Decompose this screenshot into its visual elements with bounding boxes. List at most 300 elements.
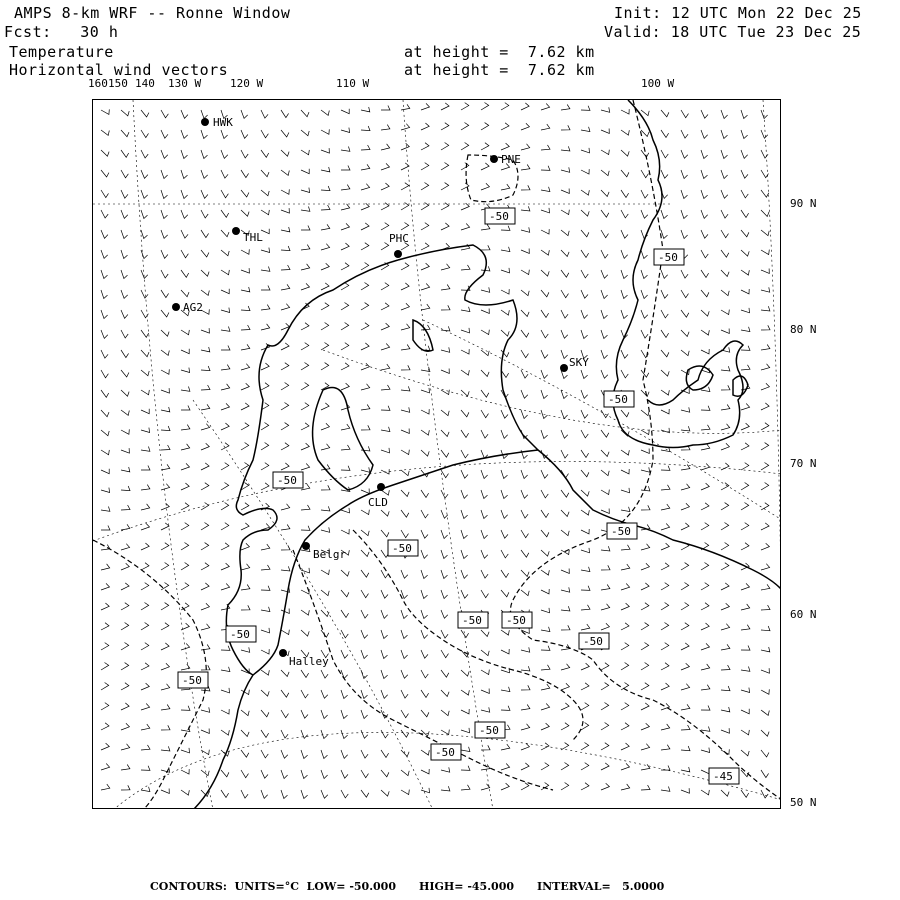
wind-barb (361, 107, 370, 112)
wind-barb (561, 250, 569, 257)
wind-barb (141, 663, 149, 670)
wind-barb (541, 470, 548, 478)
wind-barb (101, 564, 110, 570)
wind-barb (621, 507, 630, 512)
wind-barb (401, 790, 409, 795)
wind-barb (681, 150, 688, 158)
wind-barb (321, 244, 330, 250)
wind-barb (261, 363, 269, 370)
wind-barb (501, 123, 509, 130)
wind-barb (201, 424, 210, 430)
wind-barb (741, 646, 750, 651)
wind-barb (661, 643, 669, 650)
wind-barb (221, 667, 230, 672)
wind-barb (681, 426, 690, 431)
wind-barb (101, 290, 108, 299)
wind-barb (521, 763, 529, 770)
wind-barb (281, 208, 289, 213)
wind-barb (601, 683, 609, 690)
wind-barb (741, 404, 750, 411)
wind-barb (381, 690, 388, 698)
wind-barb (501, 226, 510, 231)
wind-barb (201, 770, 209, 776)
wind-barb (121, 603, 129, 610)
wind-barb (401, 530, 409, 538)
wind-barb (441, 264, 450, 270)
wind-barb (341, 770, 348, 778)
wind-barb (161, 623, 169, 630)
wind-barb (541, 589, 549, 594)
wind-barb (321, 590, 329, 596)
wind-barb (601, 743, 609, 750)
wind-barb (601, 250, 608, 258)
wind-barb (261, 443, 269, 451)
svg-text:-50: -50 (611, 525, 631, 538)
wind-barb (601, 190, 609, 197)
wind-barb (601, 310, 608, 319)
wind-barb (361, 164, 370, 170)
wind-barb (321, 527, 330, 532)
wind-barb (281, 730, 288, 738)
stations (172, 118, 568, 657)
wind-barb (421, 630, 428, 638)
wind-barb (181, 503, 189, 510)
wind-barb (341, 147, 350, 152)
wind-barb (381, 469, 389, 474)
wind-barb (681, 210, 688, 219)
wind-barb (481, 143, 489, 150)
wind-barb (661, 724, 670, 730)
wind-barb (101, 603, 109, 610)
wind-barb (761, 730, 769, 736)
wind-barb (101, 683, 109, 691)
wind-barb (441, 470, 449, 478)
wind-barb (741, 667, 750, 672)
wind-barb (221, 543, 229, 550)
wind-barb (181, 790, 189, 795)
islands-1 (686, 366, 713, 390)
wind-barb (481, 650, 489, 656)
wind-barb (721, 190, 728, 198)
wind-barb (561, 430, 568, 438)
wind-barb (101, 210, 108, 218)
wind-barb (701, 310, 709, 316)
wind-barb (221, 270, 229, 275)
wind-barb (181, 349, 189, 354)
station-marker-hwk[interactable] (201, 118, 209, 126)
wind-barb (261, 170, 269, 177)
wind-barb (301, 323, 309, 330)
wind-barb (201, 543, 209, 550)
wind-barb (141, 623, 149, 631)
wind-barb (481, 590, 489, 598)
wind-barb (101, 743, 109, 750)
wind-barb (421, 788, 430, 793)
station-marker-belgr[interactable] (302, 542, 310, 550)
wind-barb (621, 410, 629, 417)
map-panel[interactable] (92, 99, 781, 809)
wind-barb (421, 610, 428, 619)
wind-barb (401, 630, 408, 639)
wind-barb (381, 610, 388, 618)
wind-barb (681, 623, 689, 630)
wind-barb (581, 430, 588, 438)
wind-barb (721, 270, 729, 277)
wind-barb (701, 406, 710, 411)
wind-barb (101, 469, 109, 474)
wind-barb (321, 263, 329, 270)
wind-barb (381, 510, 389, 516)
wind-barb (521, 270, 529, 275)
wind-barb (661, 683, 669, 690)
wind-barb (541, 665, 550, 670)
wind-barb (481, 163, 489, 170)
station-label-sky: SKY (569, 356, 589, 369)
wind-barb (261, 710, 269, 717)
wind-barb (261, 586, 270, 591)
wind-barb (181, 290, 189, 297)
wind-barb (581, 450, 589, 458)
wind-barb (701, 190, 708, 199)
wind-barb (441, 369, 449, 374)
wind-barb (281, 227, 290, 232)
wind-barb (621, 230, 628, 238)
wind-barb (181, 748, 190, 753)
wind-barb (601, 230, 609, 238)
wind-barb (581, 529, 589, 534)
wind-barb (661, 390, 669, 395)
wind-barb (621, 643, 629, 650)
wind-barb (161, 725, 170, 730)
wind-barb (501, 103, 509, 110)
wind-barb (101, 764, 110, 771)
wind-barb (561, 210, 569, 215)
station-marker-sky[interactable] (560, 364, 568, 372)
wind-barb (541, 250, 549, 255)
wind-barb (101, 170, 109, 177)
wind-barb (481, 430, 488, 438)
wind-barb (521, 470, 528, 479)
wind-barb (561, 606, 570, 611)
wind-barb (241, 306, 250, 311)
coastline (193, 100, 781, 809)
wind-barb (421, 263, 429, 270)
wind-barb (241, 443, 249, 451)
wind-barb (501, 764, 510, 771)
wind-barb (421, 530, 428, 538)
wind-barb (721, 310, 729, 315)
wind-barb (361, 730, 368, 738)
wind-barb (161, 603, 169, 610)
wind-barb (401, 345, 410, 351)
svg-text:-50: -50 (392, 542, 412, 555)
wind-barb (141, 504, 150, 510)
wind-barb (641, 330, 648, 338)
wind-barb (601, 470, 609, 476)
wind-barb (521, 550, 529, 557)
wind-barb (581, 703, 589, 710)
wind-barb (301, 343, 309, 350)
temperature-contours (93, 100, 781, 809)
wind-barb (701, 150, 708, 159)
wind-barb (101, 643, 109, 650)
wind-barb (141, 603, 149, 611)
wind-barb (401, 650, 408, 659)
wind-barb (281, 246, 290, 251)
wind-barb (681, 583, 689, 591)
wind-barb (501, 668, 510, 673)
wind-barb (641, 563, 649, 570)
wind-barb (581, 763, 589, 770)
wind-barb (321, 205, 330, 210)
wind-barb (761, 190, 769, 197)
wind-barb (721, 385, 730, 390)
wind-barb (521, 705, 530, 711)
wind-barb (341, 790, 348, 798)
wind-barb (281, 690, 289, 697)
wind-barb (121, 623, 129, 631)
wind-barb (661, 623, 669, 631)
wind-barb (541, 390, 548, 399)
wind-barb (621, 743, 629, 750)
wind-barb (561, 125, 570, 130)
wind-barb (521, 410, 528, 419)
wind-barb (501, 143, 509, 150)
wind-barb (121, 310, 128, 318)
wind-barb (281, 670, 289, 677)
wind-barb (541, 370, 548, 378)
wind-barb (121, 486, 130, 491)
wind-barb (421, 490, 429, 498)
wind-barb (261, 130, 268, 138)
station-marker-thl[interactable] (232, 227, 240, 235)
wind-barb (341, 363, 349, 370)
wind-barb (481, 470, 488, 479)
wind-barb (581, 605, 590, 610)
wind-barb (281, 304, 290, 310)
wind-barb (381, 650, 388, 659)
wind-barb (681, 310, 689, 317)
wind-barb (661, 485, 670, 490)
wind-barb (701, 330, 709, 335)
wind-barb (381, 590, 388, 598)
wind-barb (541, 684, 550, 690)
wind-barb (321, 444, 330, 450)
wind-barb (621, 703, 629, 710)
wind-barb (621, 469, 629, 474)
wind-barb (601, 565, 610, 570)
wind-barb (161, 210, 168, 219)
wind-barb (101, 507, 110, 512)
wind-barb (481, 490, 488, 499)
wind-barb (221, 250, 229, 256)
wind-barb (621, 210, 628, 218)
wind-barb (181, 170, 188, 179)
station-label-thl: THL (243, 231, 263, 244)
wind-barb (301, 690, 308, 698)
wind-barb (121, 250, 128, 259)
wind-barb (161, 407, 170, 412)
wind-barb (401, 124, 410, 130)
wind-barb (201, 483, 209, 490)
wind-barb (421, 103, 430, 110)
wind-barb (441, 410, 449, 416)
wind-barb (141, 350, 149, 357)
wind-barb (361, 489, 369, 494)
station-marker-ag2[interactable] (172, 303, 180, 311)
contour-label (458, 612, 488, 628)
wind-barb (361, 263, 369, 271)
wind-barb (401, 690, 408, 698)
wind-barb (181, 425, 190, 430)
wind-barb (721, 563, 729, 570)
wind-barb (761, 364, 770, 370)
wind-barb (181, 130, 188, 138)
wind-barb (701, 110, 708, 118)
wind-barb (261, 267, 270, 272)
wind-barb (761, 647, 770, 652)
wind-barb (441, 285, 450, 291)
wind-barb (701, 748, 710, 753)
wind-barb (401, 203, 409, 211)
wind-barb (501, 783, 509, 790)
wind-barb (641, 785, 650, 790)
wind-barb (441, 163, 449, 171)
wind-barb (201, 603, 209, 610)
wind-barb (341, 204, 350, 210)
wind-barb (361, 343, 369, 350)
wind-barb (401, 365, 410, 370)
wind-barb (401, 407, 410, 412)
wind-barb (481, 530, 488, 539)
wind-barb (481, 689, 489, 694)
station-marker-pne[interactable] (490, 155, 498, 163)
wind-barb (701, 270, 709, 278)
wind-barb (281, 525, 290, 531)
wind-barb (281, 504, 290, 510)
wind-barb (521, 743, 529, 750)
wind-barb (121, 170, 128, 178)
wind-barb (541, 510, 549, 518)
wind-barb (401, 324, 410, 330)
wind-barb (281, 790, 288, 799)
wind-barb (641, 390, 649, 397)
wind-barb (601, 370, 608, 378)
wind-barb (301, 526, 310, 531)
wind-barb (121, 663, 129, 670)
wind-barb (361, 670, 368, 679)
wind-barb (741, 110, 748, 119)
wind-barb (161, 170, 168, 179)
wind-barb (661, 310, 668, 318)
wind-barb (361, 303, 369, 310)
wind-barb (621, 488, 630, 493)
wind-barb (201, 270, 209, 276)
wind-barb (241, 543, 249, 550)
wind-barb (121, 524, 130, 530)
wind-barb (281, 130, 289, 137)
wind-barb (621, 603, 629, 610)
wind-barb (341, 529, 349, 534)
wind-barb (581, 410, 588, 418)
wind-barb (361, 405, 370, 411)
wind-barb (161, 130, 168, 138)
wind-barb (241, 790, 248, 798)
wind-barb (481, 245, 490, 250)
wind-barb (101, 190, 109, 198)
wind-barb (561, 189, 569, 194)
wind-barb (101, 488, 110, 493)
wind-barb (581, 330, 588, 339)
field1-height: at height = 7.62 km (404, 43, 595, 61)
station-marker-phc[interactable] (394, 250, 402, 258)
wind-barb (501, 310, 509, 315)
wind-vector-field (101, 103, 781, 799)
init-time: Init: 12 UTC Mon 22 Dec 25 (614, 4, 862, 22)
wind-barb (361, 650, 368, 659)
wind-barb (661, 563, 669, 570)
wind-barb (101, 430, 109, 436)
wind-barb (481, 410, 489, 418)
wind-barb (701, 170, 708, 179)
wind-barb (401, 770, 409, 776)
wind-barb (241, 268, 249, 273)
wind-barb (661, 270, 668, 278)
wind-barb (101, 310, 108, 319)
contour-label (654, 249, 684, 265)
wind-barb (701, 425, 710, 430)
wind-barb (421, 750, 429, 755)
wind-barb (301, 443, 309, 450)
wind-barb (761, 345, 770, 351)
wind-barb (121, 330, 128, 338)
station-marker-halley[interactable] (279, 649, 287, 657)
wind-barb (461, 224, 470, 231)
wind-barb (761, 790, 768, 798)
wind-barb (761, 325, 770, 330)
wind-barb (161, 643, 169, 650)
wind-barb (261, 628, 270, 633)
field1-label: Temperature (9, 43, 114, 61)
wind-barb (361, 630, 368, 638)
wind-barb (441, 123, 449, 130)
wind-barb (421, 203, 429, 211)
wind-barb (141, 170, 148, 178)
wind-barb (241, 150, 248, 158)
wind-barb (721, 366, 730, 371)
wind-barb (741, 463, 749, 470)
wind-barb (521, 510, 528, 518)
contour-label (485, 208, 515, 224)
wind-barb (521, 724, 530, 730)
wind-barb (701, 706, 710, 711)
wind-barb (461, 490, 468, 498)
station-marker-cld[interactable] (377, 483, 385, 491)
wind-barb (521, 330, 529, 337)
wind-barb (221, 230, 229, 237)
wind-barb (581, 548, 590, 553)
map-title: AMPS 8-km WRF -- Ronne Window (14, 4, 291, 22)
wind-barb (321, 323, 329, 331)
wind-barb (761, 564, 770, 570)
wind-barb (541, 743, 549, 750)
wind-barb (221, 688, 230, 693)
wind-barb (201, 624, 210, 630)
wind-barb (461, 349, 469, 354)
wind-barb (461, 747, 470, 752)
wind-barb (201, 130, 208, 139)
wind-barb (421, 690, 429, 698)
